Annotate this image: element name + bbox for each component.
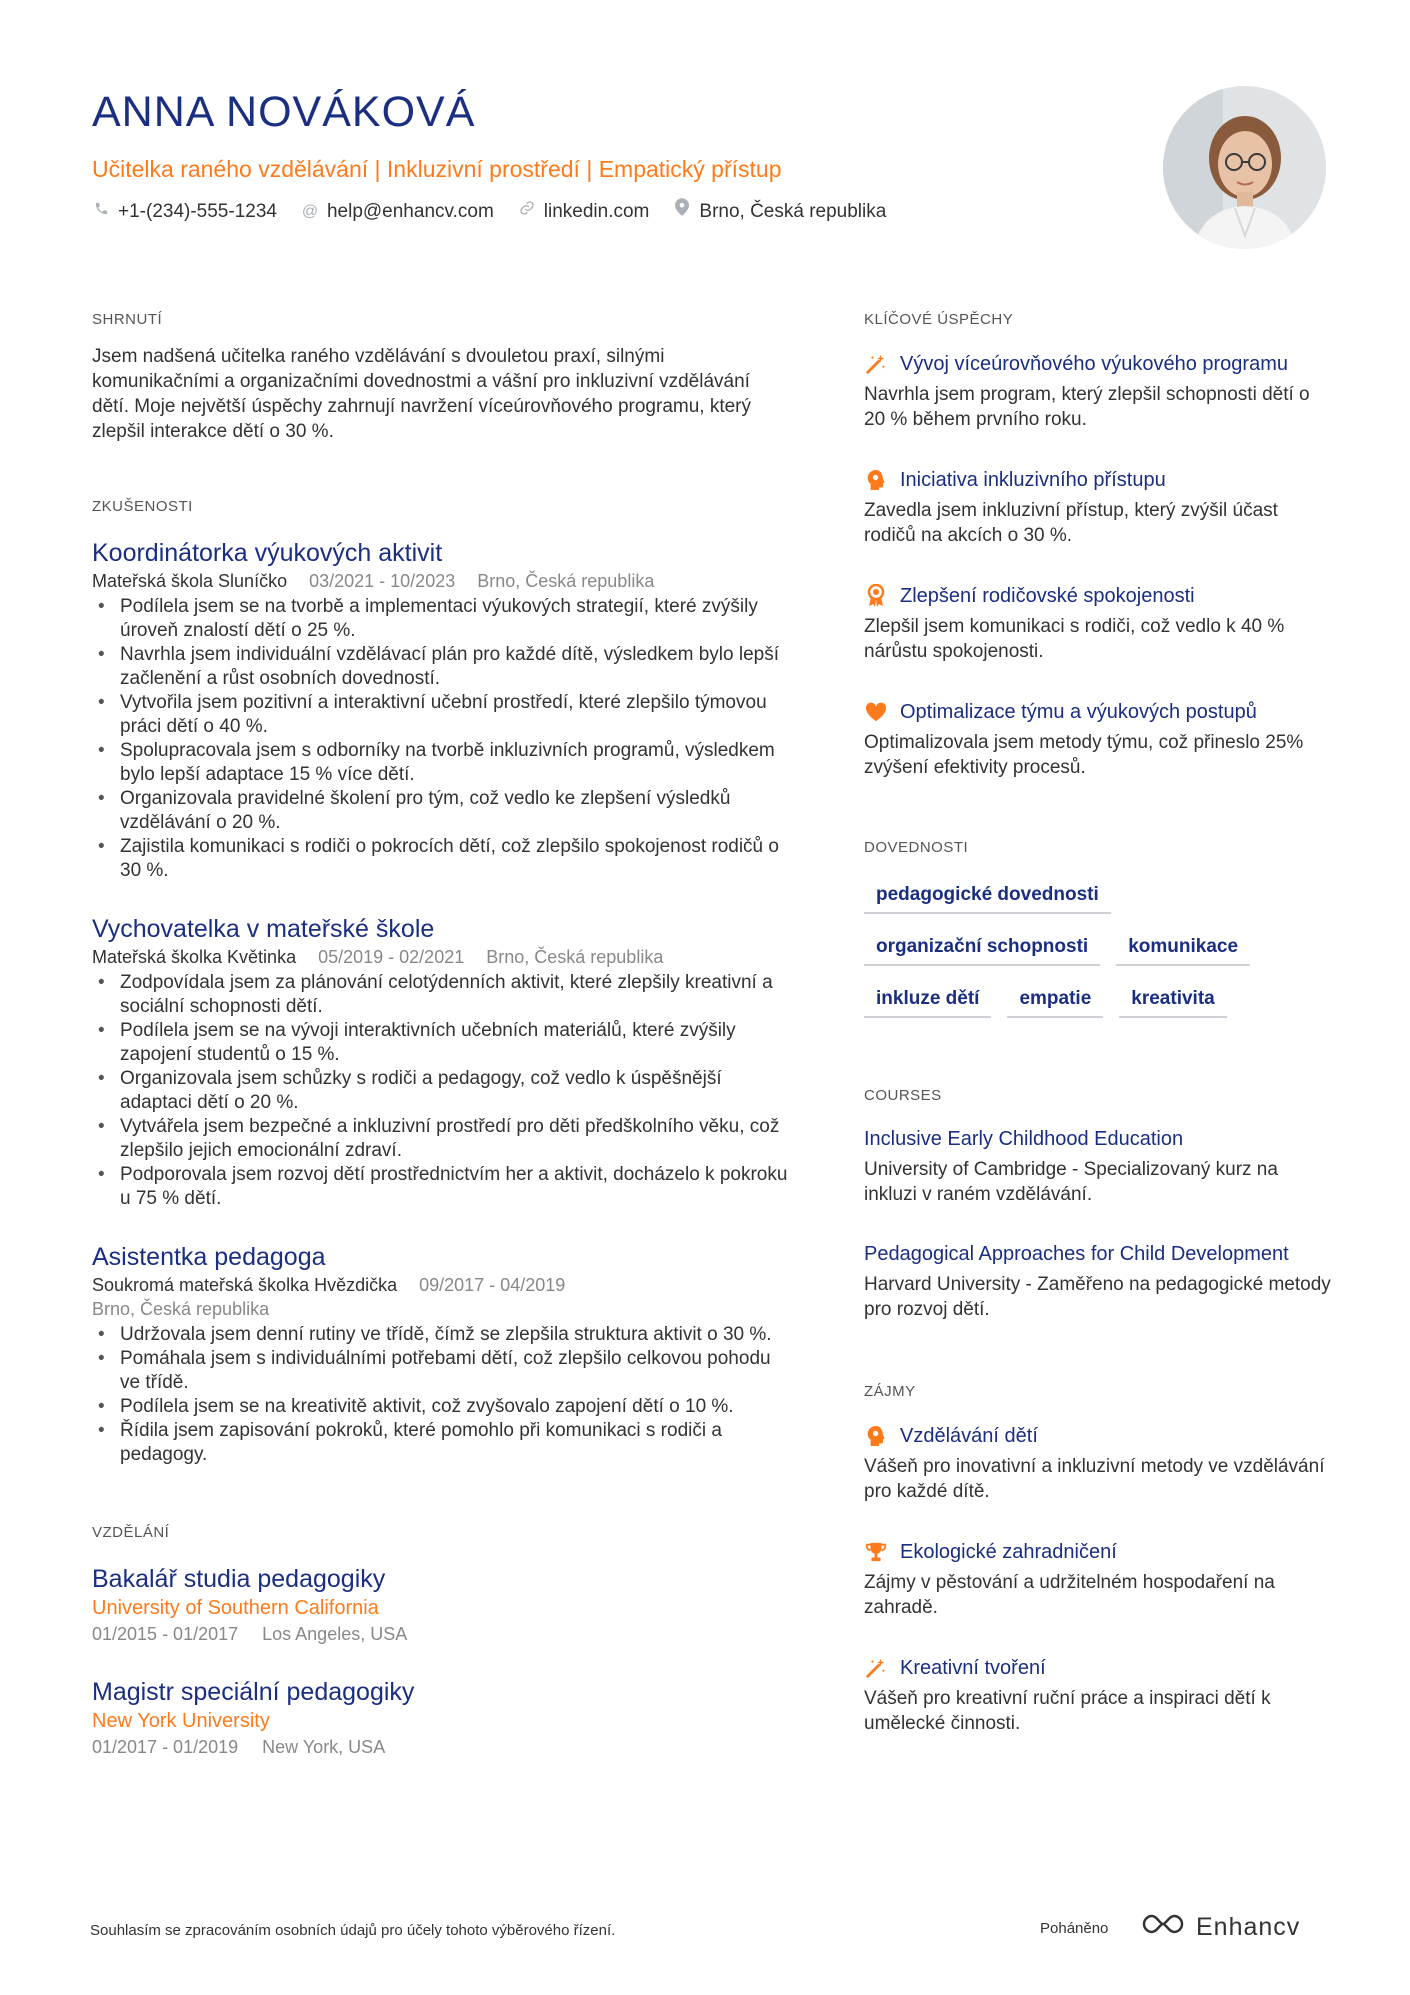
email-text: help@enhancv.com <box>326 201 494 222</box>
interest-item <box>864 1538 1334 1620</box>
job-bullets <box>92 1323 792 1467</box>
job-meta <box>92 1273 792 1297</box>
contact-email[interactable] <box>301 198 494 226</box>
consent-text: Souhlasím se zpracováním osobních údajů pro účely tohoto výběrového řízení. <box>90 1922 616 1939</box>
skills-heading: DOVEDNOSTI <box>864 839 969 856</box>
achievement-desc: Optimalizovala jsem metody týmu, což přineslo 25% zvýšení efektivity procesů. <box>864 732 1304 778</box>
course-item <box>864 1126 1334 1207</box>
job-location: Brno, Česká republika <box>477 571 655 591</box>
job-bullet: • Udržovala jsem denní rutiny ve třídě, čímž se zlepšila struktura aktivit o 30 %. <box>92 1323 792 1347</box>
achievement-desc: Navrhla jsem program, který zlepšil schopnosti dětí o 20 % během prvního roku. <box>864 384 1310 430</box>
page-footer <box>90 1913 1330 1948</box>
job-bullets <box>92 971 792 1211</box>
job-bullet: • Řídila jsem zapisování pokroků, které pomohlo při komunikaci s rodiči a pedagogy. <box>92 1419 792 1467</box>
heart-icon <box>864 700 888 724</box>
job-bullet: • Organizovala pravidelné školení pro tým, což vedlo ke zlepšení výsledků vzdělávání o 20 %. <box>92 787 792 835</box>
job-dates: 03/2021 - 10/2023 <box>309 571 456 591</box>
at-icon: @ <box>301 203 319 220</box>
interest-item <box>864 1422 1334 1504</box>
skill-tag: pedagogické dovednosti <box>864 876 1111 914</box>
job-dates: 05/2019 - 02/2021 <box>318 947 465 967</box>
education-meta <box>92 1622 792 1646</box>
right-column <box>864 310 1334 1736</box>
achievements-section <box>864 310 1334 780</box>
location-text: Brno, Česká republika <box>699 201 887 222</box>
link-icon <box>518 198 536 226</box>
interest-title-row <box>864 1654 1334 1682</box>
brand-name: Enhancv <box>1196 1913 1301 1941</box>
job-title: Vychovatelka v mateřské škole <box>92 915 435 943</box>
education-section <box>92 1523 792 1759</box>
job-dates: 09/2017 - 04/2019 <box>419 1275 566 1295</box>
education-school: University of Southern California <box>92 1597 379 1619</box>
skill-tag: komunikace <box>1116 928 1250 966</box>
job-meta-location <box>92 1297 792 1321</box>
summary-text: Jsem nadšená učitelka raného vzdělávání s dvouletou praxí, silnými komunikačními a organizačními dovednostmi a vášní pro inkluzivní vzdělávání dětí. Moje největší úspěchy zahrnují navržení víceúrovňového programu, který zlepšil interakce dětí o 30 %. <box>92 346 752 442</box>
courses-section <box>864 1086 1334 1322</box>
job-meta <box>92 569 792 593</box>
achievement-title: Zlepšení rodičovské spokojenosti <box>900 585 1195 607</box>
job-company: Mateřská škola Sluníčko <box>92 571 288 591</box>
job-bullet: • Spolupracovala jsem s odborníky na tvorbě inkluzivních programů, výsledkem bylo lepší adaptace 15 % více dětí. <box>92 739 792 787</box>
education-heading: VZDĚLÁNÍ <box>92 1524 170 1541</box>
skill-tag: organizační schopnosti <box>864 928 1100 966</box>
job-bullet: • Podílela jsem se na kreativitě aktivit, což zvyšovalo zapojení dětí o 10 %. <box>92 1395 792 1419</box>
job-entry <box>92 1241 792 1467</box>
job-bullet: • Podporovala jsem rozvoj dětí prostřednictvím her a aktivit, docházelo k pokroku u 75 % dětí. <box>92 1163 792 1211</box>
education-degree: Magistr speciální pedagogiky <box>92 1678 415 1706</box>
achievement-item <box>864 698 1334 780</box>
achievement-desc: Zlepšil jsem komunikaci s rodiči, což vedlo k 40 % nárůstu spokojenosti. <box>864 616 1285 662</box>
skill-tag: kreativita <box>1119 980 1226 1018</box>
job-company: Mateřská školka Květinka <box>92 947 297 967</box>
education-location: New York, USA <box>262 1737 386 1757</box>
job-bullet: • Pomáhala jsem s individuálními potřebami dětí, což zlepšilo celkovou pohodu ve třídě. <box>92 1347 792 1395</box>
interest-title-row <box>864 1422 1334 1450</box>
phone-text: +1-(234)-555-1234 <box>118 201 277 222</box>
course-item <box>864 1241 1334 1322</box>
job-entry <box>92 537 792 883</box>
job-company: Soukromá mateřská školka Hvězdička <box>92 1275 398 1295</box>
head-brain-icon <box>864 468 888 492</box>
skills-list <box>864 876 1324 1032</box>
education-degree: Bakalář studia pedagogiky <box>92 1565 386 1593</box>
achievement-title-row <box>864 350 1334 378</box>
contact-location <box>673 198 886 226</box>
interests-heading: ZÁJMY <box>864 1383 916 1400</box>
achievement-item <box>864 350 1334 432</box>
interest-title-row <box>864 1538 1334 1566</box>
candidate-tagline: Učitelka raného vzdělávání | Inkluzivní prostředí | Empatický přístup <box>92 156 782 182</box>
powered-by-label: Poháněno <box>1040 1920 1109 1937</box>
skill-tag: inkluze dětí <box>864 980 991 1018</box>
interest-title: Ekologické zahradničení <box>900 1541 1117 1563</box>
course-title: Inclusive Early Childhood Education <box>864 1128 1184 1150</box>
infinity-logo-icon <box>1140 1912 1186 1943</box>
achievement-title: Iniciativa inkluzivního přístupu <box>900 469 1166 491</box>
achievement-title-row <box>864 582 1334 610</box>
job-meta <box>92 945 792 969</box>
left-column <box>92 310 792 1759</box>
interests-section <box>864 1382 1334 1736</box>
magic-wand-icon <box>864 352 888 376</box>
contact-bar <box>92 198 1152 226</box>
job-bullets <box>92 595 792 883</box>
head-brain-icon <box>864 1424 888 1448</box>
achievement-item <box>864 466 1334 548</box>
education-dates: 01/2015 - 01/2017 <box>92 1624 239 1644</box>
contact-linkedin[interactable] <box>518 198 650 226</box>
job-location: Brno, Česká republika <box>486 947 664 967</box>
job-bullet: • Zodpovídala jsem za plánování celotýdenních aktivit, které zlepšily kreativní a sociální schopnosti dětí. <box>92 971 792 1019</box>
job-bullet: • Podílela jsem se na vývoji interaktivních učebních materiálů, které zvýšily zapojení studentů o 15 %. <box>92 1019 792 1067</box>
education-dates: 01/2017 - 01/2019 <box>92 1737 239 1757</box>
interest-desc: Vášeň pro kreativní ruční práce a inspiraci dětí k umělecké činnosti. <box>864 1688 1271 1734</box>
education-meta <box>92 1735 792 1759</box>
interest-item <box>864 1654 1334 1736</box>
profile-photo <box>1163 86 1326 249</box>
job-entry <box>92 913 792 1211</box>
interest-title: Vzdělávání dětí <box>900 1425 1038 1447</box>
interest-desc: Vášeň pro inovativní a inkluzivní metody ve vzdělávání pro každé dítě. <box>864 1456 1325 1502</box>
skill-tag: empatie <box>1007 980 1103 1018</box>
interest-title: Kreativní tvoření <box>900 1657 1046 1679</box>
courses-heading: COURSES <box>864 1087 942 1104</box>
education-school: New York University <box>92 1710 270 1732</box>
course-title: Pedagogical Approaches for Child Development <box>864 1243 1289 1265</box>
achievement-title: Vývoj víceúrovňového výukového programu <box>900 353 1288 375</box>
achievement-title-row <box>864 466 1334 494</box>
experience-section <box>92 497 792 1467</box>
job-bullet: • Organizovala jsem schůzky s rodiči a pedagogy, což vedlo k úspěšnější adaptaci dětí o 20 %. <box>92 1067 792 1115</box>
job-title: Asistentka pedagoga <box>92 1243 326 1271</box>
candidate-name: ANNA NOVÁKOVÁ <box>92 88 476 136</box>
education-location: Los Angeles, USA <box>262 1624 408 1644</box>
trophy-icon <box>864 1540 888 1564</box>
course-desc: Harvard University - Zaměřeno na pedagogické metody pro rozvoj dětí. <box>864 1274 1331 1320</box>
job-location: Brno, Česká republika <box>92 1299 270 1319</box>
job-bullet: • Vytvářela jsem bezpečné a inkluzivní prostředí pro děti předškolního věku, což zlepšilo jejich emocionální zdraví. <box>92 1115 792 1163</box>
job-bullet: • Podílela jsem se na tvorbě a implementaci výukových strategií, které zvýšily úroveň znalostí dětí o 25 %. <box>92 595 792 643</box>
education-entry <box>92 1563 792 1646</box>
summary-heading: SHRNUTÍ <box>92 311 163 328</box>
job-title: Koordinátorka výukových aktivit <box>92 539 443 567</box>
experience-heading: ZKUŠENOSTI <box>92 498 193 515</box>
achievement-title: Optimalizace týmu a výukových postupů <box>900 701 1257 723</box>
skills-section <box>864 838 1334 1032</box>
job-bullet: • Navrhla jsem individuální vzdělávací plán pro každé dítě, výsledkem bylo lepší začlenění a růst osobních dovedností. <box>92 643 792 691</box>
education-entry <box>92 1676 792 1759</box>
linkedin-text: linkedin.com <box>543 201 650 222</box>
course-desc: University of Cambridge - Specializovaný kurz na inkluzi v raném vzdělávání. <box>864 1159 1278 1205</box>
resume-header <box>92 84 1152 284</box>
magic-wand-icon <box>864 1656 888 1680</box>
location-pin-icon <box>673 198 691 226</box>
enhancv-logo[interactable] <box>1140 1912 1300 1943</box>
job-bullet: • Zajistila komunikaci s rodiči o pokrocích dětí, což zlepšilo spokojenost rodičů o 30 %. <box>92 835 792 883</box>
summary-section <box>92 310 792 444</box>
achievement-item <box>864 582 1334 664</box>
phone-icon <box>92 198 110 226</box>
interest-desc: Zájmy v pěstování a udržitelném hospodaření na zahradě. <box>864 1572 1275 1618</box>
contact-phone[interactable] <box>92 198 277 226</box>
job-bullet: • Vytvořila jsem pozitivní a interaktivní učební prostředí, které zlepšilo týmovou práci dětí o 40 %. <box>92 691 792 739</box>
award-medal-icon <box>864 584 888 608</box>
achievement-title-row <box>864 698 1334 726</box>
achievement-desc: Zavedla jsem inkluzivní přístup, který zvýšil účast rodičů na akcích o 30 %. <box>864 500 1278 546</box>
achievements-heading: KLÍČOVÉ ÚSPĚCHY <box>864 311 1014 328</box>
